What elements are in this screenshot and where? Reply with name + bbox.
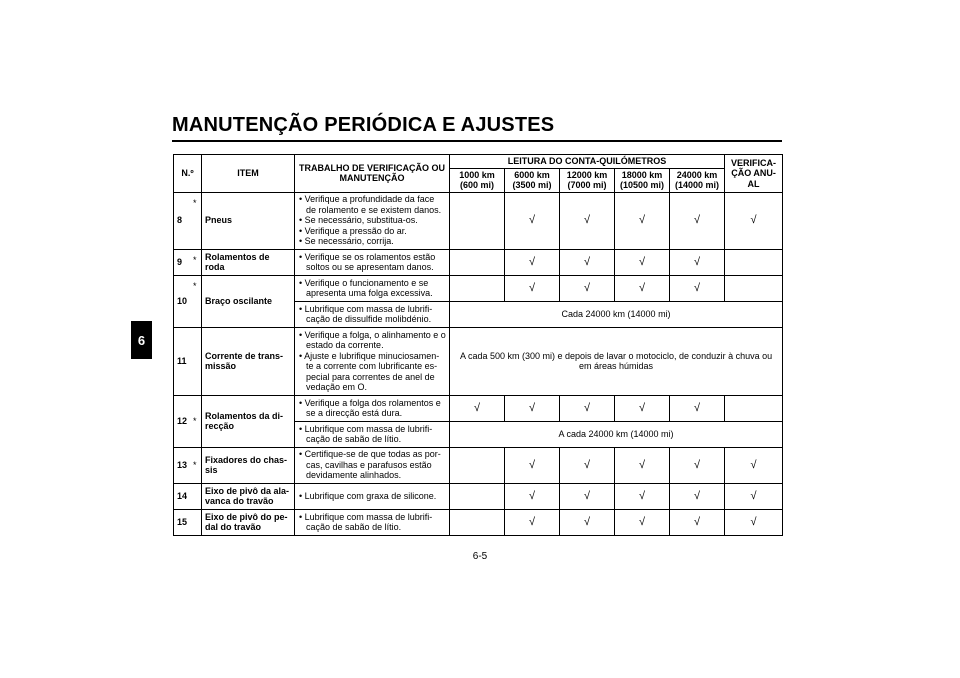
check-cell: √ bbox=[725, 483, 783, 509]
page-number: 6-5 bbox=[472, 551, 488, 562]
row-number: 15 bbox=[174, 509, 189, 535]
row-work: • Lubrifique com massa de lubrifi-cação de sabão de lítio. bbox=[295, 421, 450, 447]
row-number: 10 bbox=[174, 275, 189, 327]
check-cell: √ bbox=[505, 509, 560, 535]
check-cell: √ bbox=[615, 509, 670, 535]
star-mark: * bbox=[189, 249, 202, 275]
check-cell: √ bbox=[615, 249, 670, 275]
row-item: Braço oscilante bbox=[202, 275, 295, 327]
row-number: 13 bbox=[174, 447, 189, 483]
table-row bbox=[174, 509, 783, 535]
check-cell: √ bbox=[560, 483, 615, 509]
row-work: • Verifique se os rolamentos estão soltos ou se apresentam danos. bbox=[295, 249, 450, 275]
check-cell: √ bbox=[725, 509, 783, 535]
table-row bbox=[174, 395, 783, 421]
star-mark: * bbox=[189, 395, 202, 447]
check-cell: √ bbox=[450, 395, 505, 421]
table-row bbox=[174, 249, 783, 275]
row-work: • Lubrifique com massa de lubrifi-cação de dissulfide molibdénio. bbox=[295, 301, 450, 327]
check-cell: √ bbox=[505, 275, 560, 301]
row-item: Rolamentos de roda bbox=[202, 249, 295, 275]
star-mark: * bbox=[189, 447, 202, 483]
row-item: Corrente de trans-missão bbox=[202, 327, 295, 395]
row-work: • Verifique a folga dos rolamentos e se a direcção está dura. bbox=[295, 395, 450, 421]
check-cell: √ bbox=[725, 192, 783, 249]
table-row bbox=[174, 192, 783, 249]
row-number: 9 bbox=[174, 249, 189, 275]
check-cell: √ bbox=[670, 395, 725, 421]
table-row bbox=[174, 447, 783, 483]
header-interval-1: 1000 km (600 mi) bbox=[450, 168, 505, 192]
check-cell: √ bbox=[505, 395, 560, 421]
row-work: • Verifique a profundidade da face de rolamento e se existem danos. • Se necessário, substitua-os. • Verifique a pressão do ar. • Se necessário, corrija. bbox=[295, 192, 450, 249]
check-cell: √ bbox=[670, 447, 725, 483]
check-cell: √ bbox=[560, 192, 615, 249]
row-item: Eixo de pivô da ala-vanca do travão bbox=[202, 483, 295, 509]
check-cell: √ bbox=[505, 447, 560, 483]
check-cell: √ bbox=[560, 509, 615, 535]
title-rule bbox=[172, 140, 782, 142]
check-cell: √ bbox=[505, 249, 560, 275]
check-cell bbox=[450, 275, 505, 301]
check-cell: √ bbox=[560, 447, 615, 483]
check-cell: √ bbox=[615, 275, 670, 301]
row-work: • Verifique a folga, o alinhamento e o estado da corrente. • Ajuste e lubrifique minuciosamen-te a corrente com lubrificante es-pecial para correntes de anel de vedação em O. bbox=[295, 327, 450, 395]
interval-span-cell: A cada 500 km (300 mi) e depois de lavar o motociclo, de conduzir à chuva ou em áreas húmidas bbox=[450, 327, 783, 395]
row-item: Eixo de pivô do pe-dal do travão bbox=[202, 509, 295, 535]
header-work: TRABALHO DE VERIFICAÇÃO OU MANUTENÇÃO bbox=[295, 155, 450, 193]
row-item: Rolamentos da di-recção bbox=[202, 395, 295, 447]
check-cell: √ bbox=[725, 447, 783, 483]
star-cell bbox=[189, 509, 202, 535]
table-row bbox=[174, 483, 783, 509]
check-cell: √ bbox=[505, 192, 560, 249]
header-odometer: LEITURA DO CONTA-QUILÓMETROS bbox=[450, 155, 725, 169]
maintenance-table bbox=[173, 154, 783, 536]
check-cell: √ bbox=[670, 483, 725, 509]
star-cell bbox=[189, 327, 202, 395]
star-cell bbox=[189, 483, 202, 509]
header-interval-2: 6000 km (3500 mi) bbox=[505, 168, 560, 192]
header-item: ITEM bbox=[202, 155, 295, 193]
header-interval-3: 12000 km (7000 mi) bbox=[560, 168, 615, 192]
check-cell bbox=[725, 275, 783, 301]
header-row-1 bbox=[174, 155, 783, 169]
check-cell: √ bbox=[560, 249, 615, 275]
table-row bbox=[174, 327, 783, 395]
row-work: • Verifique o funcionamento e se apresenta uma folga excessiva. bbox=[295, 275, 450, 301]
interval-span-cell: A cada 24000 km (14000 mi) bbox=[450, 421, 783, 447]
header-num: N.º bbox=[174, 155, 202, 193]
header-interval-5: 24000 km (14000 mi) bbox=[670, 168, 725, 192]
check-cell: √ bbox=[615, 447, 670, 483]
check-cell bbox=[450, 483, 505, 509]
check-cell: √ bbox=[670, 249, 725, 275]
row-number: 8 bbox=[174, 192, 189, 249]
check-cell: √ bbox=[560, 275, 615, 301]
row-item: Pneus bbox=[202, 192, 295, 249]
star-mark: * bbox=[189, 275, 202, 327]
header-interval-4: 18000 km (10500 mi) bbox=[615, 168, 670, 192]
header-annual: VERIFICA-ÇÃO ANU-AL bbox=[725, 155, 783, 193]
check-cell bbox=[725, 395, 783, 421]
row-number: 14 bbox=[174, 483, 189, 509]
check-cell: √ bbox=[670, 509, 725, 535]
chapter-tab: 6 bbox=[131, 321, 152, 359]
page-title: MANUTENÇÃO PERIÓDICA E AJUSTES bbox=[172, 114, 555, 136]
check-cell bbox=[450, 249, 505, 275]
check-cell: √ bbox=[505, 483, 560, 509]
row-item: Fixadores do chas-sis bbox=[202, 447, 295, 483]
check-cell: √ bbox=[670, 275, 725, 301]
interval-span-cell: Cada 24000 km (14000 mi) bbox=[450, 301, 783, 327]
check-cell: √ bbox=[670, 192, 725, 249]
check-cell: √ bbox=[615, 395, 670, 421]
check-cell bbox=[725, 249, 783, 275]
row-work: • Lubrifique com massa de lubrifi-cação de sabão de lítio. bbox=[295, 509, 450, 535]
row-work: • Certifique-se de que todas as por-cas, cavilhas e parafusos estão devidamente alinhados. bbox=[295, 447, 450, 483]
table-row bbox=[174, 275, 783, 301]
row-work: • Lubrifique com graxa de silicone. bbox=[295, 483, 450, 509]
row-number: 12 bbox=[174, 395, 189, 447]
check-cell: √ bbox=[560, 395, 615, 421]
check-cell bbox=[450, 447, 505, 483]
check-cell: √ bbox=[615, 192, 670, 249]
row-number: 11 bbox=[174, 327, 189, 395]
check-cell bbox=[450, 509, 505, 535]
check-cell: √ bbox=[615, 483, 670, 509]
check-cell bbox=[450, 192, 505, 249]
star-mark: * bbox=[189, 192, 202, 249]
